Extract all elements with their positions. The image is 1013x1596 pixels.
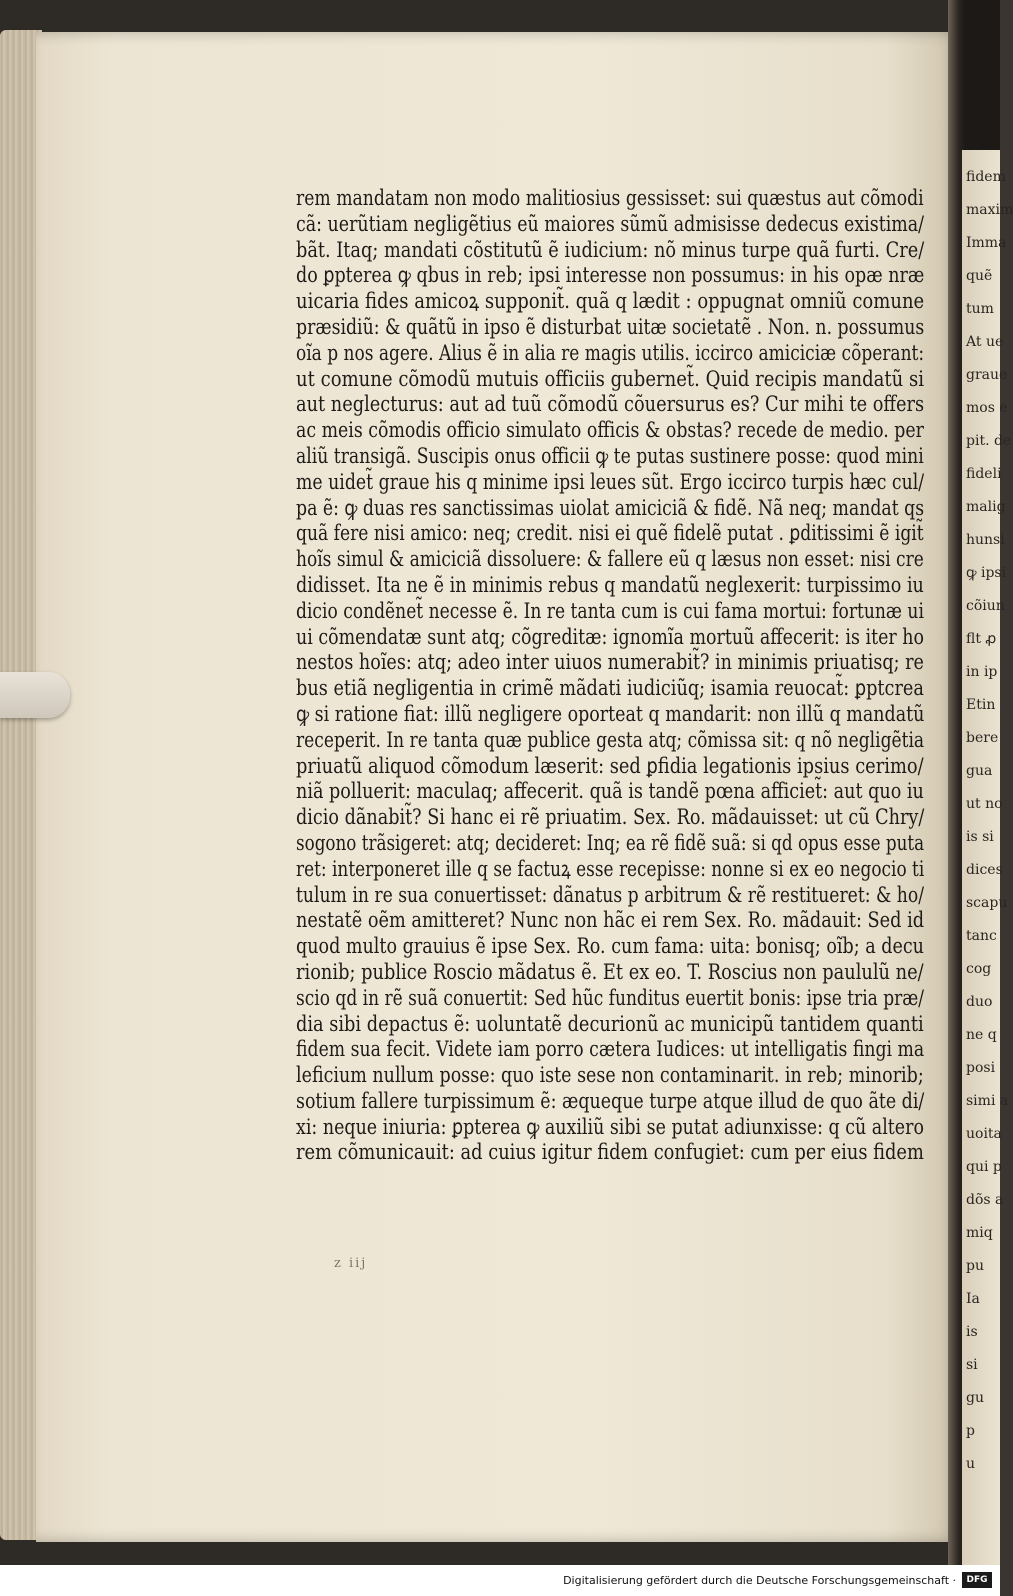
text-line: nestos hoĩes: atq; adeo inter uiuos numerabit̃? in minimis priuatisq; re: [296, 650, 924, 675]
text-line: xi: neque iniuria: ꝑpterea ꝙ auxiliũ sibi se putat adiunxisse: q cũ altero: [296, 1114, 924, 1139]
adjacent-page-fragment: fideli: [966, 466, 1002, 482]
text-line: pa ẽ: ꝙ duas res sanctissimas uiolat amiciciã & fidẽ. Nã neq; mandat qs: [296, 495, 925, 520]
text-line: nestatẽ oẽm amitteret? Nunc non hãc ei rem Sex. Ro. mãdauit: Sed id: [296, 908, 925, 933]
bookmark-ribbon: [0, 672, 70, 718]
adjacent-page-fragment: tum: [966, 301, 994, 317]
adjacent-page-fragment: in ip: [966, 664, 998, 680]
adjacent-page-fragment: fidem: [966, 169, 1006, 185]
text-line: ui cõmendatæ sunt atq; cõgreditæ: ignomĩa mortuũ affecerit: is iter ho: [296, 624, 925, 649]
text-line: priuatũ aliquod cõmodum læserit: sed ꝑfidia legationis ipsius cerimo/: [296, 753, 924, 778]
text-line: dicio dãnabit̃? Si hanc ei rẽ priuatim. Sex. Ro. mãdauisset: ut cũ Chry/: [296, 805, 925, 830]
adjacent-page-fragment: maxim: [966, 202, 1013, 218]
adjacent-page-fragment: simi a: [966, 1093, 1009, 1109]
adjacent-page-fragment: ꝙ ipsi: [966, 565, 1007, 581]
adjacent-page-fragment: quẽ: [966, 268, 993, 284]
text-line: oĩa p nos agere. Alius ẽ in alia re magis utilis. iccirco amiciciæ cõperant:: [296, 340, 925, 365]
page-text-block: [296, 186, 936, 1166]
adjacent-page-fragment: bere: [966, 730, 999, 746]
adjacent-page-fragment: p: [966, 1423, 975, 1439]
adjacent-page-fragment: uoita: [966, 1126, 1002, 1142]
text-line: ut comune cõmodũ mutuis officiis gubernet̃. Quid recipis mandatũ si: [296, 366, 925, 391]
text-line: præsidiũ: & quãtũ in ipso ẽ disturbat uitæ societatẽ . Non. n. possumus: [296, 314, 925, 339]
signature-mark: z iij: [334, 1256, 368, 1271]
text-line: leficium nullum posse: quo iste sese non contaminarit. in reb; minorib;: [296, 1063, 924, 1088]
footer-bar: [0, 1565, 1000, 1596]
text-line: rionib; publice Roscio mãdatus ẽ. Et ex eo. T. Roscius non paululũ ne/: [296, 959, 924, 984]
text-line: receperit. In re tanta quæ publice gesta atq; cõmissa sit: q nõ negligẽtia: [296, 727, 925, 752]
text-line: quod multo grauius ẽ ipse Sex. Ro. cum fama: uita: bonisq; oĩb; a decu: [296, 934, 924, 959]
text-line: uicaria fides amicoꝝ supponit̃. quã q lædit : oppugnat omniũ comune: [296, 289, 925, 314]
adjacent-page-fragment: miq: [966, 1225, 993, 1241]
adjacent-page-fragment: u: [966, 1456, 976, 1472]
adjacent-page-fragment: pu: [966, 1258, 984, 1274]
text-line: aut neglecturus: aut ad tuũ cõmodũ cõuersurus es? Cur mihi te offers: [296, 392, 925, 417]
text-line: ret: interponeret ille q se factuꝝ esse recepisse: nonne si ex eo negocio ti: [296, 856, 925, 881]
text-line: rem cõmunicauit: ad cuius igitur fidem confugiet: cum per eius fidem: [296, 1140, 924, 1165]
text-line: ꝙ si ratione fiat: illũ negligere oporteat q mandarit: non illũ q mandatũ: [296, 701, 925, 726]
adjacent-page-fragment: Etin: [966, 697, 996, 713]
text-line: do ꝑpterea ꝙ qbus in reb; ipsi interesse non possumus: in his opæ nræ: [296, 263, 925, 288]
adjacent-page-fragment: cog: [966, 961, 992, 977]
text-line: cã: uerũtiam negligẽtius eũ maiores sũmũ admisisse dedecus existima/: [296, 211, 925, 236]
text-line: bãt. Itaq; mandati cõstitutũ ẽ iudicium: nõ minus turpe quã furti. Cre/: [296, 237, 925, 262]
text-line: tulum in re sua conuertisset: dãnatus p arbitrum & rẽ restitueret: & ho/: [296, 882, 925, 907]
text-line: fidem sua fecit. Videte iam porro cætera Iudices: ut intelligatis fingi ma: [296, 1037, 925, 1062]
adjacent-page-fragment: ne q: [966, 1027, 997, 1043]
adjacent-page-fragment: duo: [966, 994, 993, 1010]
text-line: niã polluerit: maculaq; affecerit. quã is tandẽ pœna afficiet̃: aut quo iu: [296, 779, 924, 804]
adjacent-page-fragment: flt ꝓ: [966, 631, 997, 647]
adjacent-page-fragment: is: [966, 1324, 978, 1340]
adjacent-page-fragment: pit. de: [966, 433, 1012, 449]
text-line: me uidet̃ graue his q minime ipsi leues sũt. Ergo iccirco turpis hæc cul/: [296, 469, 925, 494]
text-line: hoĩs simul & amiciciã dissoluere: & fallere eũ q læsus non esset: nisi cre: [296, 547, 924, 572]
text-line: bus etiã negligentia in crimẽ mãdati iudiciũq; isamia reuocat̃: ꝑptcrea: [296, 676, 924, 701]
text-line: scio qd in rẽ suã conuertit: Sed hũc funditus euertit bonis: ipse tria præ/: [296, 985, 925, 1010]
text-line: didisset. Ita ne ẽ in minimis rebus q mandatũ neglexerit: turpissimo iu: [296, 572, 924, 597]
adjacent-page-fragment: si: [966, 1357, 978, 1373]
adjacent-page-fragment: scapu: [966, 895, 1008, 911]
text-line: rem mandatam non modo malitiosius gessisset: sui quæstus aut cõmodi: [296, 186, 924, 210]
text-line: ac meis cõmodis officio simulato officis & obstas? recede de medio. per: [296, 418, 924, 443]
text-line: sogono trãsigeret: atq; decideret: Inq; ea rẽ fidẽ suã: si qd opus esse puta: [296, 830, 925, 855]
footer-credit: Digitalisierung gefördert durch die Deutsche Forschungsgemeinschaft ·: [563, 1574, 956, 1587]
adjacent-page-fragment: graue: [966, 367, 1008, 383]
adjacent-page-fragment: qui p: [966, 1159, 1002, 1175]
text-line: dia sibi depactus ẽ: uoluntatẽ decurionũ ac municipũ tantidem quanti: [296, 1011, 924, 1036]
adjacent-page-fragment: Imma: [966, 235, 1007, 251]
adjacent-page-fragment: At ue: [966, 334, 1004, 350]
adjacent-page-fragment: tanc: [966, 928, 997, 944]
adjacent-page-fragment: Ia: [966, 1291, 980, 1307]
adjacent-page: [962, 150, 1013, 1565]
text-line: aliũ transigã. Suscipis onus officii ꝙ te putas sustinere posse: quod mini: [296, 443, 924, 468]
adjacent-page-fragment: mos e: [966, 400, 1008, 416]
text-line: sotium fallere turpissimum ẽ: æqueque turpe atque illud de quo ãte di/: [296, 1088, 925, 1113]
text-line: quã fere nisi amico: neq; credit. nisi ei quẽ fidelẽ putat . ꝑditissimi ẽ igit̃: [296, 521, 924, 546]
adjacent-page-fragment: malig: [966, 499, 1006, 515]
adjacent-page-fragment: posi: [966, 1060, 996, 1076]
text-line: dicio condẽnet̃ necesse ẽ. In re tanta cum is cui fama mortui: fortunæ ui: [296, 598, 924, 623]
adjacent-page-fragment: dõs a: [966, 1192, 1004, 1208]
dfg-logo: DFG: [962, 1572, 992, 1588]
adjacent-page-fragment: gua: [966, 763, 993, 779]
adjacent-page-fragment: dices: [966, 862, 1003, 878]
adjacent-page-fragment: is si: [966, 829, 994, 845]
adjacent-page-fragment: cõiun: [966, 598, 1005, 614]
scan-background: [965, 0, 1000, 150]
adjacent-page-fragment: ut no: [966, 796, 1003, 812]
adjacent-page-fragment: hunsi: [966, 532, 1005, 548]
adjacent-page-fragment: gu: [966, 1390, 984, 1406]
